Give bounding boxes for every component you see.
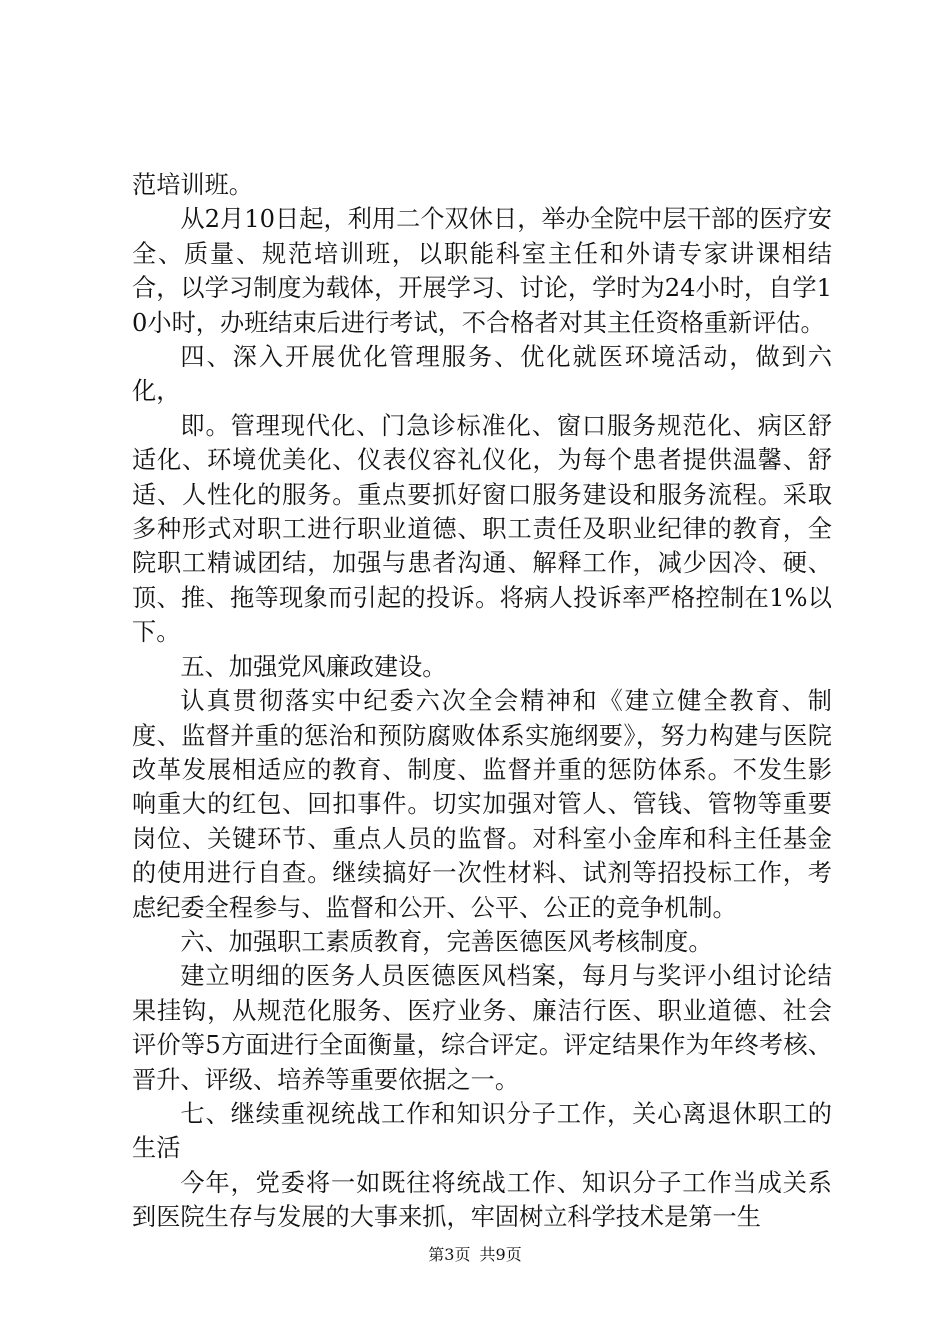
paragraph-1: 范培训班。 (132, 171, 253, 199)
page-total: 共9页 (479, 1245, 522, 1264)
paragraph-4: 即。管理现代化、门急诊标准化、窗口服务规范化、病区舒适化、环境优美化、仪表仪容礼仪化，为每个患者提供温馨、舒适、人性化的服务。重点要抓好窗口服务建设和服务流程。采取多种形式对职工进行职业道德、职工责任及职业纪律的教育，全院职工精诚团结，加强与患者沟通、解释工作，减少因冷、硬、顶、推、拖等现象而引起的投诉。将病人投诉率严格控制在1%以下。 (132, 411, 832, 647)
paragraph-8: 建立明细的医务人员医德医风档案，每月与奖评小组讨论结果挂钩，从规范化服务、医疗业务、廉洁行医、职业道德、社会评价等5方面进行全面衡量，综合评定。评定结果作为年终考核、晋升、评级、培养等重要依据之一。 (132, 962, 832, 1094)
section-heading-4: 四、深入开展优化管理服务、优化就医环境活动，做到六化， (132, 343, 832, 406)
page-footer (0, 1245, 950, 1265)
section-heading-7: 七、继续重视统战工作和知识分子工作，关心离退休职工的生活 (132, 1099, 832, 1163)
paragraph-10: 今年，党委将一如既往将统战工作、知识分子工作当成关系到医院生存与发展的大事来抓，牢固树立科学技术是第一生 (132, 1168, 832, 1232)
paragraph-2: 从2月10日起，利用二个双休日，举办全院中层干部的医疗安全、质量、规范培训班，以职能科室主任和外请专家讲课相结合，以学习制度为载体，开展学习、讨论，学时为24小时，自学10小时，办班结束后进行考试，不合格者对其主任资格重新评估。 (132, 205, 832, 337)
page-number: 第3页 (428, 1245, 471, 1264)
paragraph-6: 认真贯彻落实中纪委六次全会精神和《建立健全教育、制度、监督并重的惩治和预防腐败体系实施纲要》，努力构建与医院改革发展相适应的教育、制度、监督并重的惩防体系。不发生影响重大的红包、回扣事件。切实加强对管人、管钱、管物等重要岗位、关键环节、重点人员的监督。对科室小金库和科主任基金的使用进行自查。继续搞好一次性材料、试剂等招投标工作，考虑纪委全程参与、监督和公开、公平、公正的竞争机制。 (132, 687, 832, 922)
document-body (132, 168, 832, 1235)
section-heading-6: 六、加强职工素质教育，完善医德医风考核制度。 (180, 927, 713, 956)
section-heading-5: 五、加强党风廉政建设。 (180, 652, 447, 681)
